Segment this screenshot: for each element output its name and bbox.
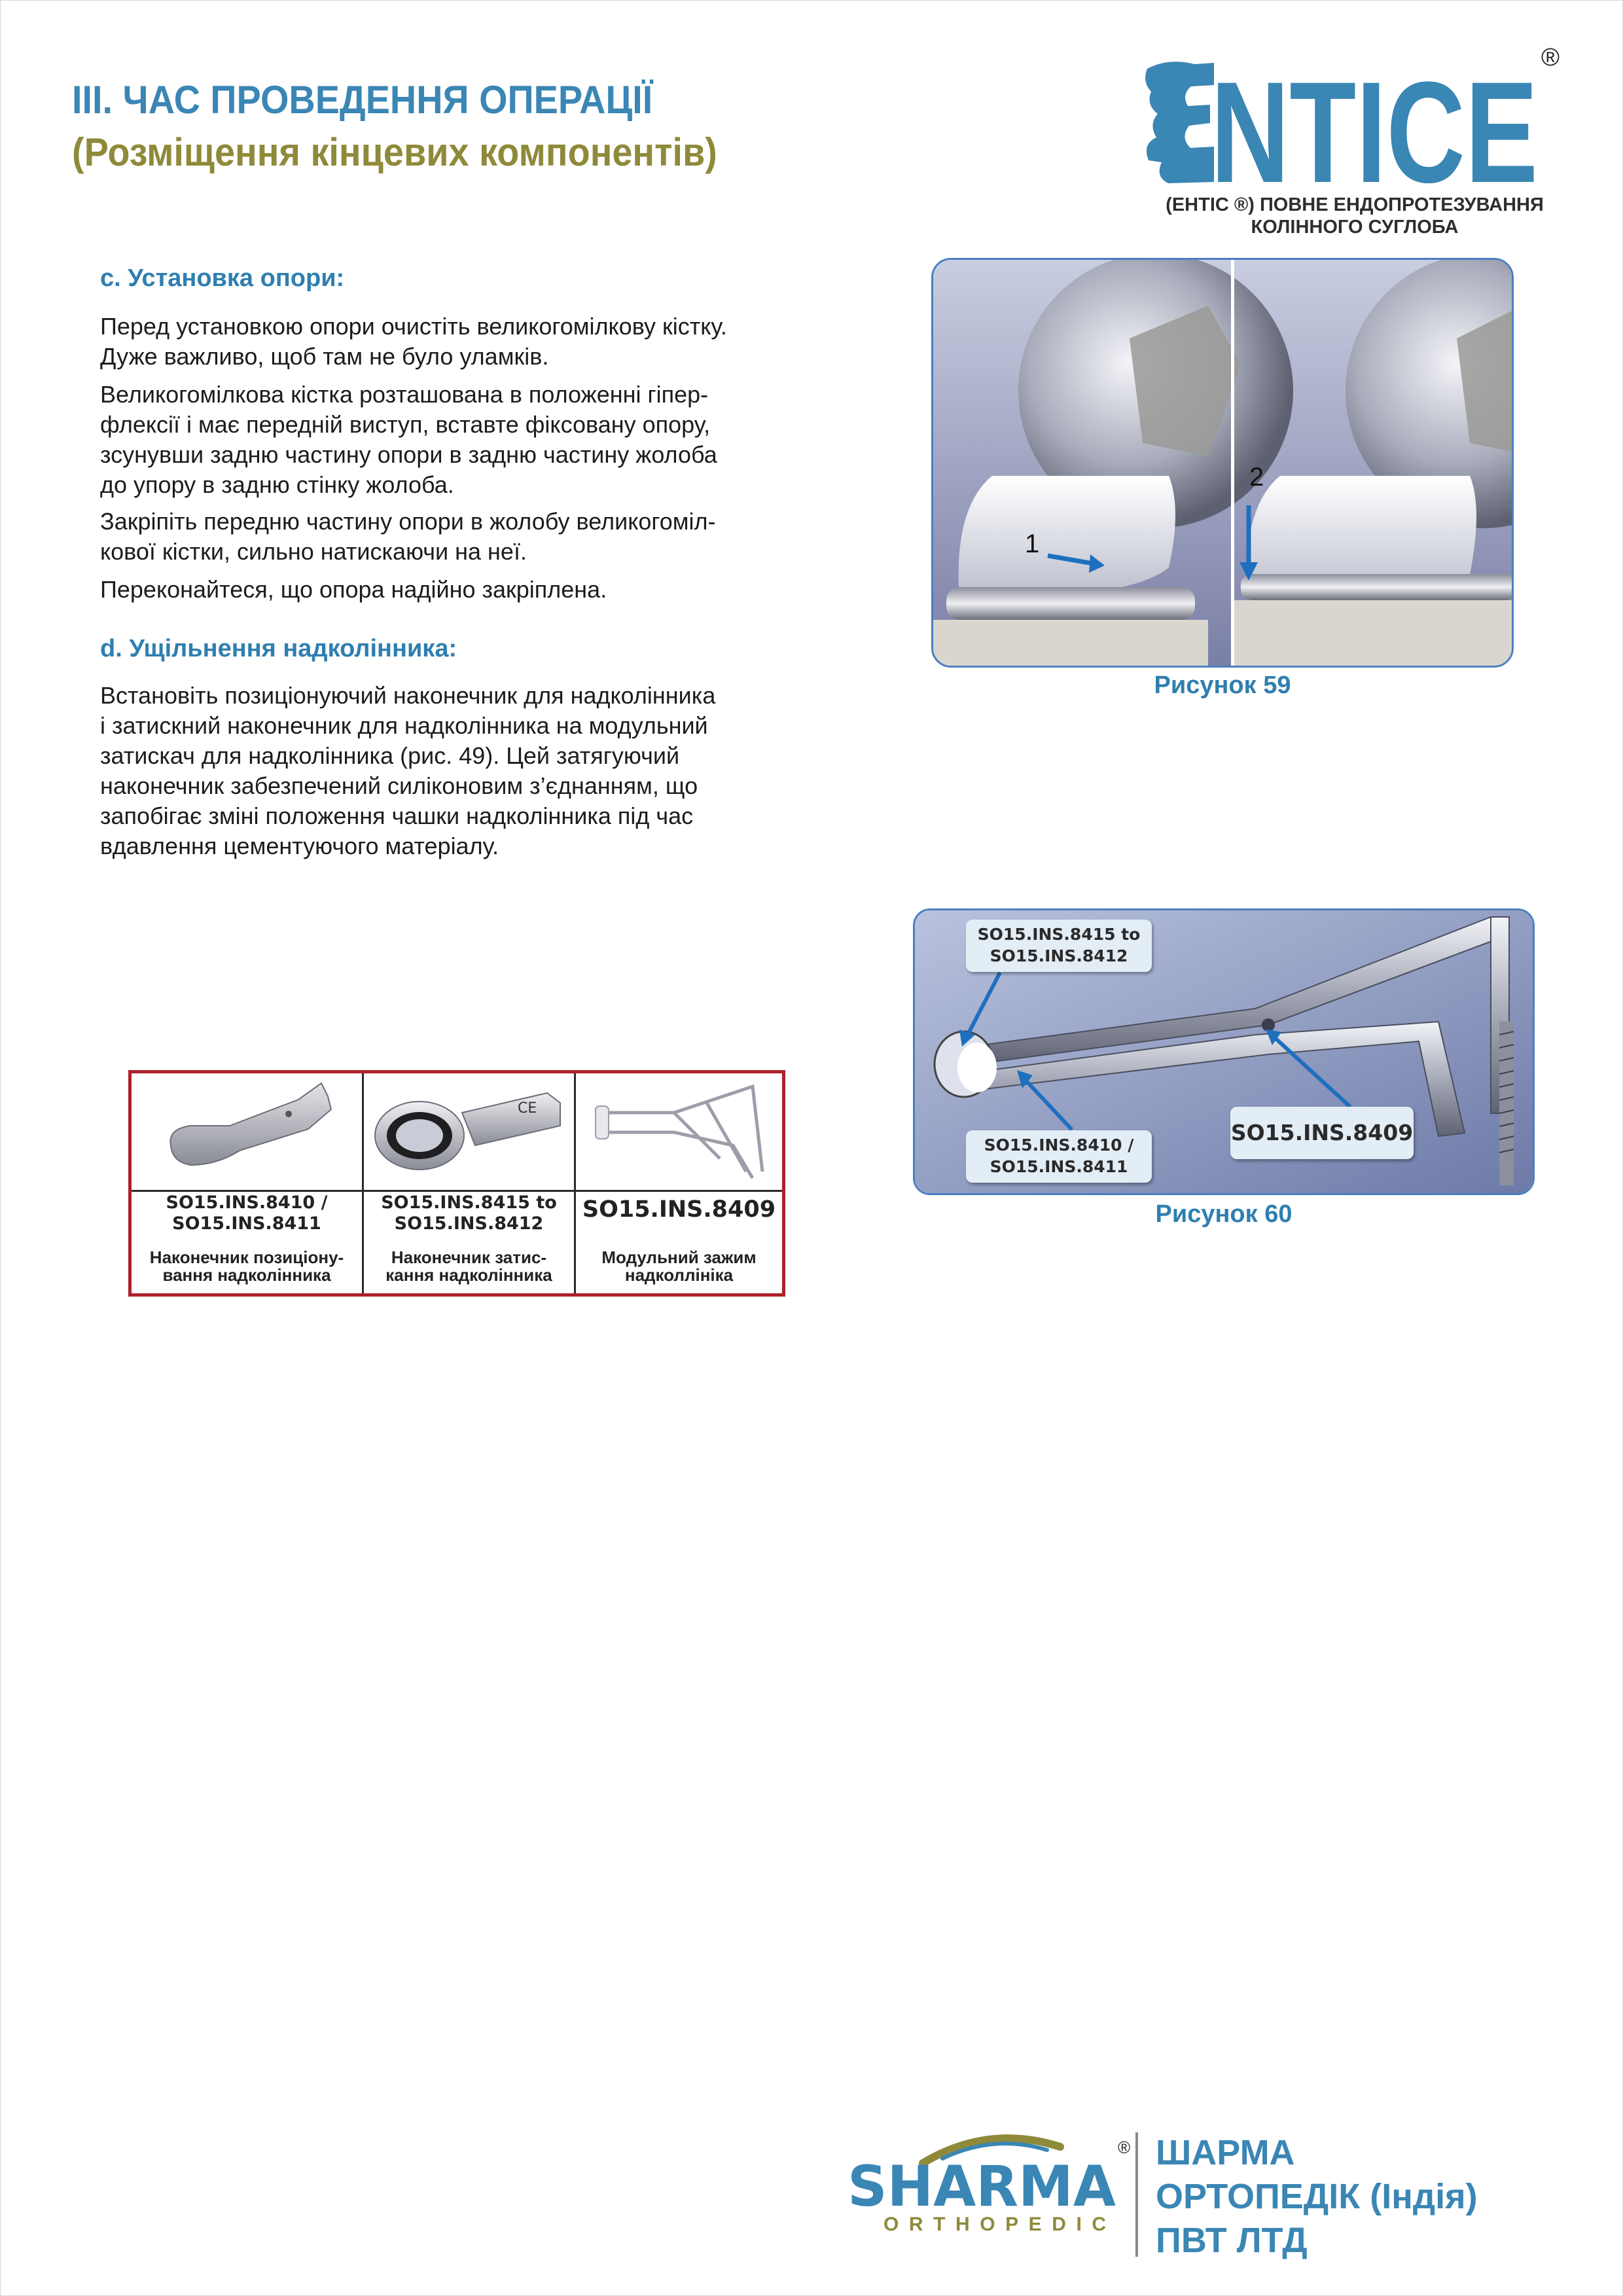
- table-cell-compression-tip: [364, 1073, 574, 1293]
- section-d-line: запобігає зміні положення чашки надколінника під час: [100, 802, 694, 829]
- chapter-subtitle: (Розміщення кінцевих компонентів): [72, 130, 717, 174]
- section-c-line: Перед установкою опори очистіть великогомілкову кістку.: [100, 313, 727, 340]
- compression-tip-image: [364, 1073, 574, 1190]
- table-name: Наконечник затис- кання надколінника: [385, 1247, 552, 1285]
- section-c-line: флексії і має передній виступ, вставте фіксовану опору,: [100, 411, 711, 438]
- instrument-table: [128, 1070, 785, 1297]
- figure-59-label-1: 1: [1025, 529, 1040, 558]
- table-code: SO15.INS.8409: [582, 1196, 776, 1223]
- section-c-line: Переконайтеся, що опора надійно закріплена.: [100, 576, 607, 603]
- section-d-line: Встановіть позиціонуючий наконечник для надколінника: [100, 682, 716, 709]
- ce-mark: CE: [518, 1100, 537, 1117]
- section-c-line: Дуже важливо, щоб там не було уламків.: [100, 343, 549, 370]
- table-code: SO15.INS.8415 to SO15.INS.8412: [381, 1193, 557, 1234]
- modular-clamp-image: [576, 1073, 782, 1190]
- section-d-line: затискач для надколінника (рис. 49). Цей затягуючий: [100, 742, 680, 769]
- section-c-line: Закріпіть передню частину опори в жолобу великогоміл-: [100, 508, 716, 535]
- registered-mark: ®: [1541, 46, 1560, 71]
- section-c-line: Великогомілкова кістка розташована в положенні гіпер-: [100, 381, 709, 408]
- section-d-line: наконечник забезпечений силіконовим з’єднанням, що: [100, 772, 698, 799]
- figure-59-caption: Рисунок 59: [1154, 672, 1291, 699]
- chapter-title: III. ЧАС ПРОВЕДЕННЯ ОПЕРАЦІЇ: [72, 78, 653, 122]
- logo-wordmark: NTICE: [1211, 52, 1538, 213]
- figure-60-caption: Рисунок 60: [1155, 1200, 1293, 1228]
- figure-60-tag-compression-tip: SO15.INS.8415 to SO15.INS.8412: [966, 920, 1152, 972]
- section-c-heading: c. Установка опори:: [100, 264, 345, 292]
- section-c-line: до упору в задню стінку жолоба.: [100, 471, 454, 498]
- footer-registered-mark: ®: [1118, 2138, 1131, 2157]
- table-name: Модульний зажим надколлініка: [601, 1247, 757, 1285]
- figure-60-image: [913, 908, 1535, 1195]
- table-cell-positioning-tip: [132, 1073, 362, 1293]
- figure-59-label-2: 2: [1249, 463, 1264, 492]
- section-d-heading: d. Ущільнення надколінника:: [100, 635, 457, 662]
- figure-60-tag-modular-clamp: SO15.INS.8409: [1230, 1107, 1414, 1159]
- table-name: Наконечник позиціону- вання надколінника: [149, 1247, 344, 1285]
- sharma-orthopedic-logo: [844, 2127, 1132, 2238]
- section-d-line: і затискний наконечник для надколінника на модульний: [100, 712, 708, 739]
- sharma-wordmark: SHARMA: [847, 2154, 1116, 2219]
- footer-company-name: ШАРМА ОРТОПЕДІК (Індія) ПВТ ЛТД: [1156, 2133, 1478, 2260]
- table-cell-modular-clamp: [576, 1073, 782, 1293]
- footer-divider: [1135, 2132, 1138, 2257]
- section-c-line: кової кістки, сильно натискаючи на неї.: [100, 538, 527, 565]
- figure-60-tag-positioning-tip: SO15.INS.8410 / SO15.INS.8411: [966, 1130, 1152, 1183]
- figure-59-image: [931, 258, 1514, 668]
- table-code: SO15.INS.8410 / SO15.INS.8411: [166, 1193, 328, 1234]
- orthopedic-wordmark: ORTHOPEDIC: [883, 2214, 1106, 2235]
- positioning-tip-image: [132, 1073, 362, 1190]
- section-d-line: вдавлення цементуючого матеріалу.: [100, 833, 499, 859]
- logo-subtitle: (EHTIC ®) ПОВНЕ ЕНДОПРОТЕЗУВАННЯ КОЛІННОГО СУГЛОБА: [1166, 194, 1544, 238]
- section-c-line: зсунувши задню частину опори в задню частину жолоба: [100, 441, 717, 468]
